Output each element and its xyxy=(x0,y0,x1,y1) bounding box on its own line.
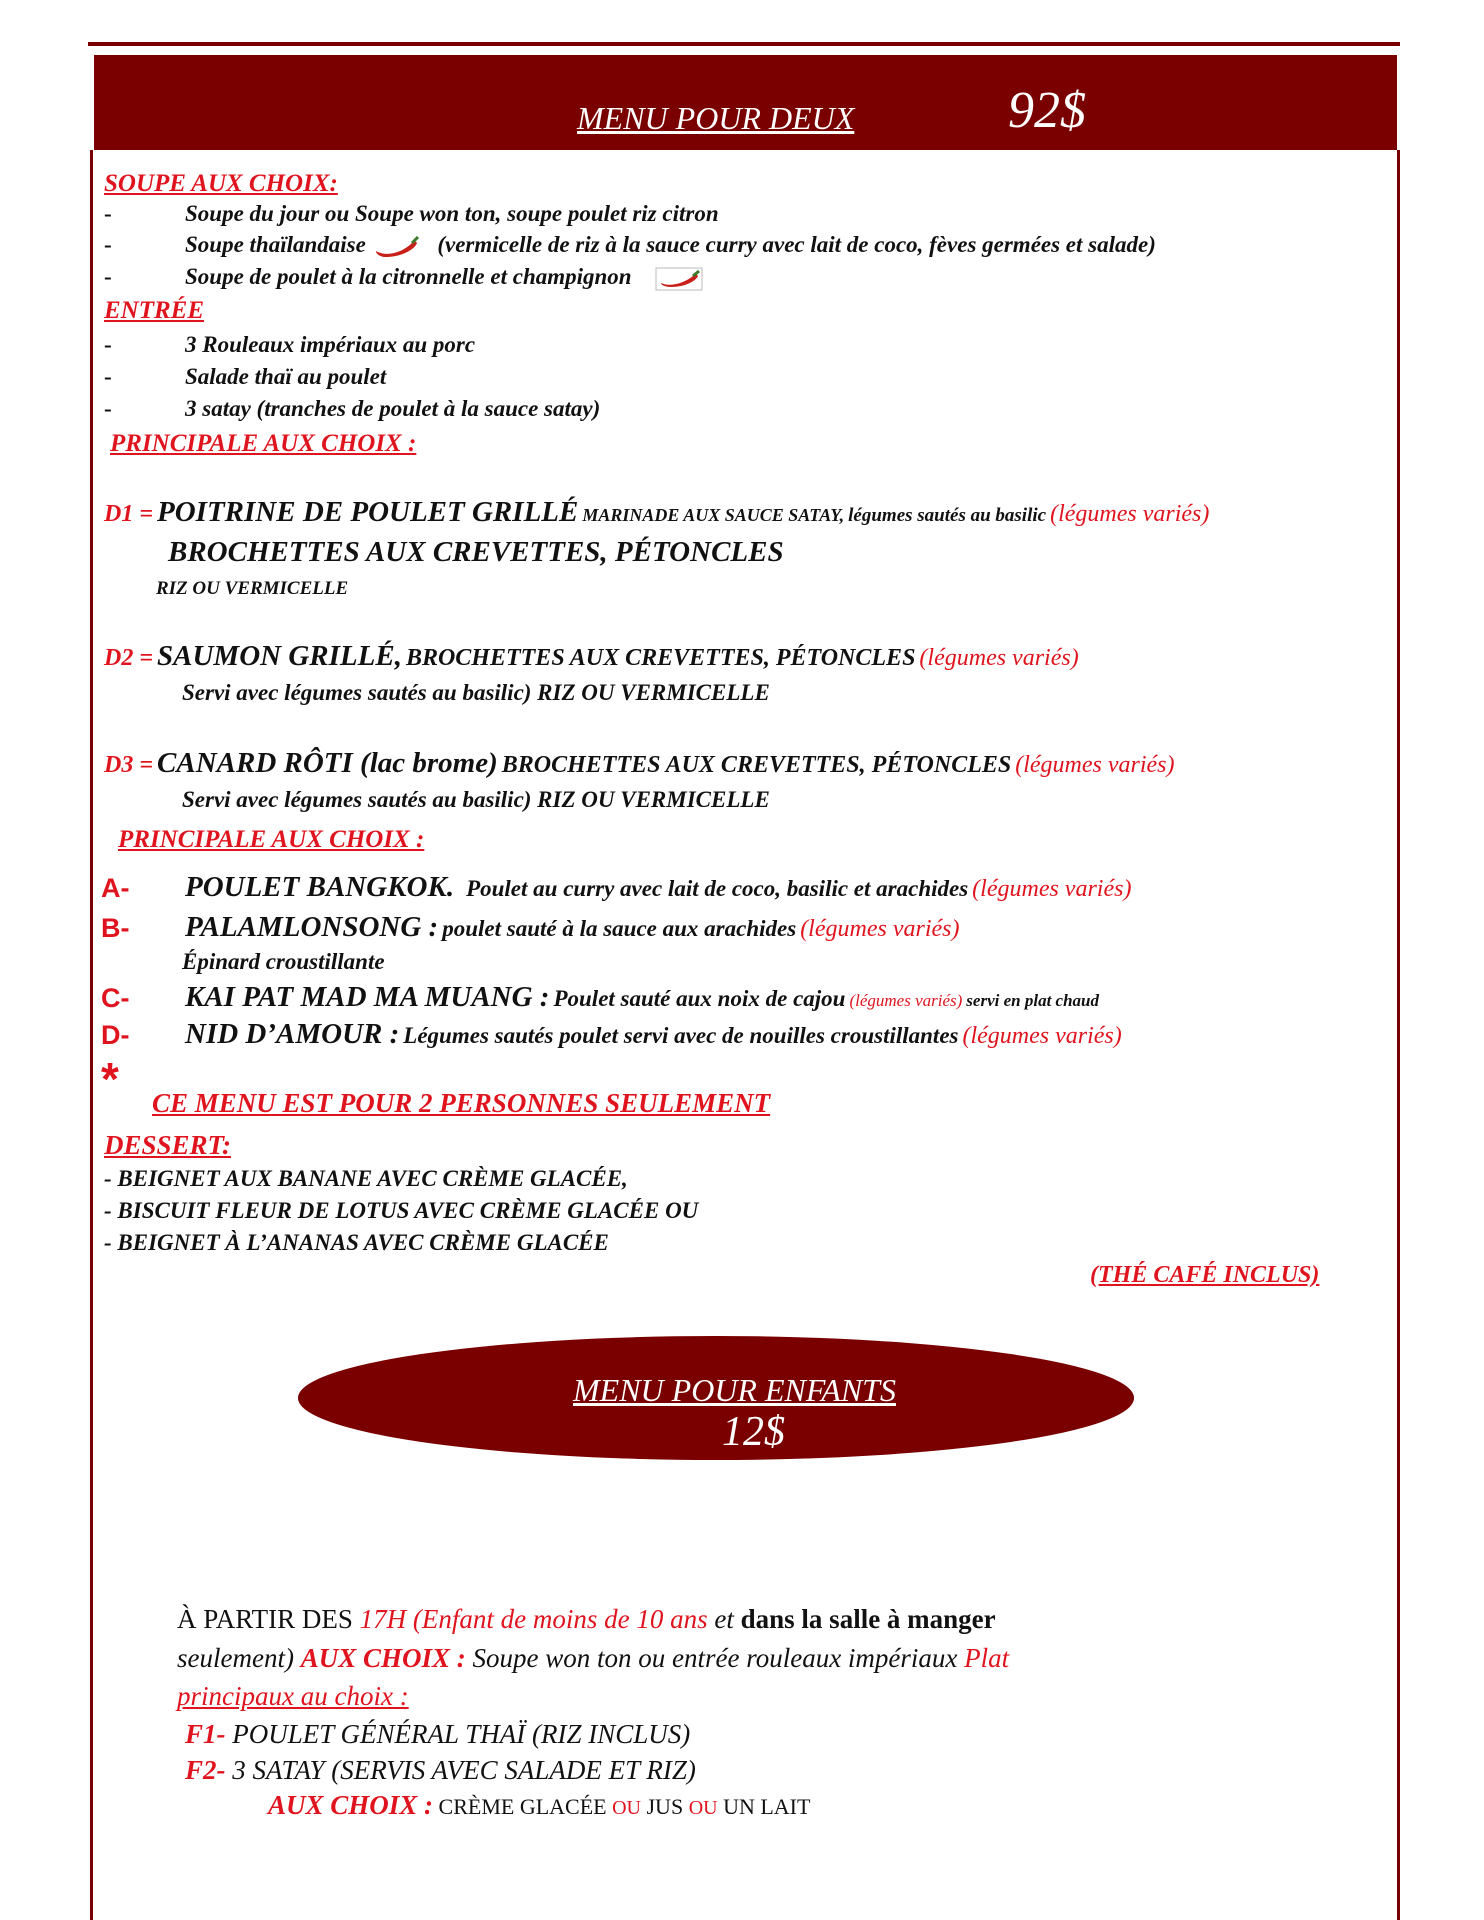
legumes-varies: (légumes variés) xyxy=(962,1023,1122,1049)
kids-ou: OU xyxy=(612,1797,641,1819)
chili-pepper-icon xyxy=(372,235,420,259)
dessert-item-3: - BEIGNET À L’ANANAS AVEC CRÈME GLACÉE xyxy=(104,1230,609,1255)
entree-item-1: 3 Rouleaux impériaux au porc xyxy=(185,332,476,357)
list-dash: - xyxy=(104,232,112,257)
choice-b xyxy=(185,911,959,944)
dish-desc: légumes sautés au basilic xyxy=(848,505,1047,526)
dish-name: CANARD RÔTI (lac brome) xyxy=(157,747,498,779)
kids-aux-choix: AUX CHOIX : xyxy=(268,1790,434,1820)
choice-letter-b: B- xyxy=(101,913,130,943)
legumes-varies: (légumes variés) xyxy=(800,916,960,942)
soupe-item-3-name: Soupe de poulet à la citronnelle et champignon xyxy=(185,264,632,289)
kids-menu-title: MENU POUR ENFANTS xyxy=(573,1372,896,1408)
entree-item-2: Salade thaï au poulet xyxy=(185,364,387,389)
dessert-item-2: - BISCUIT FLEUR DE LOTUS AVEC CRÈME GLACÉE OU xyxy=(104,1198,699,1223)
kids-f1 xyxy=(185,1719,690,1750)
soupe-item-2 xyxy=(185,232,1156,259)
choice-d xyxy=(185,1018,1122,1051)
choice-name: PALAMLONSONG : xyxy=(185,911,439,943)
top-rule xyxy=(88,42,1400,46)
choice-a xyxy=(185,871,1131,904)
menu-price: 92$ xyxy=(1008,82,1086,139)
dish-code: D2 = xyxy=(104,645,154,671)
section-dessert-title: DESSERT: xyxy=(104,1130,232,1160)
the-cafe-inclus: (THÉ CAFÉ INCLUS) xyxy=(1090,1262,1320,1288)
section-principale-title-2: PRINCIPALE AUX CHOIX : xyxy=(118,826,425,853)
kids-ou: OU xyxy=(688,1797,718,1819)
kids-line-1 xyxy=(177,1604,996,1635)
kids-aux-choix: AUX CHOIX : xyxy=(300,1643,466,1673)
choice-desc: Poulet sauté aux noix de cajou xyxy=(553,986,846,1011)
soupe-item-2-name: Soupe thaïlandaise xyxy=(185,232,366,257)
legumes-varies: (légumes variés) xyxy=(919,645,1079,671)
dessert-item-1: - BEIGNET AUX BANANE AVEC CRÈME GLACÉE, xyxy=(104,1166,628,1191)
frame-right-border xyxy=(1397,150,1400,1920)
kids-text: seulement) xyxy=(177,1643,301,1673)
kids-f2 xyxy=(185,1755,696,1786)
chili-pepper-icon xyxy=(655,267,703,291)
kids-code: F1- xyxy=(185,1719,226,1749)
kids-text: et xyxy=(707,1604,741,1634)
dish-d1-line3: RIZ OU VERMICELLE xyxy=(156,578,349,599)
choice-name: POULET BANGKOK. xyxy=(185,871,455,903)
choice-after: servi en plat chaud xyxy=(966,991,1099,1010)
dish-marinade: MARINADE AUX SAUCE SATAY, xyxy=(582,505,845,525)
list-dash: - xyxy=(104,264,112,289)
list-dash: - xyxy=(104,201,112,226)
dish-name: SAUMON GRILLÉ, xyxy=(157,640,402,672)
kids-text: dans la salle à manger xyxy=(740,1604,996,1634)
kids-text: 17H (Enfant de moins de 10 ans xyxy=(359,1604,708,1634)
legumes-varies: (légumes variés) xyxy=(1015,752,1175,778)
list-dash: - xyxy=(104,332,112,357)
dish-name: POITRINE DE POULET GRILLÉ xyxy=(157,496,579,528)
choice-name: NID D’AMOUR : xyxy=(185,1018,400,1050)
choice-letter-d: D- xyxy=(101,1020,130,1050)
section-soupe-title: SOUPE AUX CHOIX: xyxy=(104,170,338,197)
soupe-item-2-detail: (vermicelle de riz à la sauce curry avec lait de coco, fèves germées et salade) xyxy=(437,232,1156,257)
frame-left-border xyxy=(90,150,93,1920)
dish-code: D3 = xyxy=(104,752,154,778)
kids-text: 3 SATAY (SERVIS AVEC SALADE ET RIZ) xyxy=(225,1755,696,1785)
kids-line-3: principaux au choix : xyxy=(177,1681,409,1711)
kids-line-2 xyxy=(177,1643,1009,1674)
list-dash: - xyxy=(104,364,112,389)
notice-text: CE MENU EST POUR 2 PERSONNES SEULEMENT xyxy=(152,1088,771,1118)
kids-text: POULET GÉNÉRAL THAÏ (RIZ INCLUS) xyxy=(225,1719,691,1749)
kids-text: Plat xyxy=(964,1643,1010,1673)
section-entree-title: ENTRÉE xyxy=(104,297,205,324)
menu-title: MENU POUR DEUX xyxy=(577,100,855,136)
kids-text: CRÈME GLACÉE xyxy=(433,1794,613,1819)
dish-d1-line2: BROCHETTES AUX CREVETTES, PÉTONCLES xyxy=(168,536,784,568)
choice-desc: poulet sauté à la sauce aux arachides xyxy=(442,916,797,941)
choice-desc: Poulet au curry avec lait de coco, basilic et arachides xyxy=(466,876,969,901)
entree-item-3: 3 satay (tranches de poulet à la sauce satay) xyxy=(185,396,601,421)
legumes-varies: (légumes variés) xyxy=(1050,501,1210,527)
dish-d3 xyxy=(104,747,1175,780)
section-principale-title: PRINCIPALE AUX CHOIX : xyxy=(110,430,417,457)
asterisk-icon: * xyxy=(101,1053,119,1105)
choice-name: KAI PAT MAD MA MUANG : xyxy=(185,981,550,1013)
soupe-item-1: Soupe du jour ou Soupe won ton, soupe poulet riz citron xyxy=(185,201,719,226)
dish-rest: BROCHETTES AUX CREVETTES, PÉTONCLES xyxy=(501,752,1012,778)
list-dash: - xyxy=(104,396,112,421)
choice-desc: Légumes sautés poulet servi avec de nouilles croustillantes xyxy=(403,1023,959,1048)
dish-d1 xyxy=(104,496,1209,529)
dish-d3-line2: Servi avec légumes sautés au basilic) RIZ OU VERMICELLE xyxy=(182,787,770,812)
choice-letter-c: C- xyxy=(101,983,130,1013)
kids-text: JUS xyxy=(641,1794,689,1819)
dish-rest: BROCHETTES AUX CREVETTES, PÉTONCLES xyxy=(405,645,916,671)
choice-c xyxy=(185,981,1099,1014)
kids-text: UN LAIT xyxy=(717,1794,811,1819)
kids-code: F2- xyxy=(185,1755,226,1785)
dish-d2 xyxy=(104,640,1079,673)
kids-text: Soupe won ton ou entrée rouleaux impériaux xyxy=(465,1643,965,1673)
legumes-varies: (légumes variés) xyxy=(849,991,963,1010)
legumes-varies: (légumes variés) xyxy=(972,876,1132,902)
kids-text: À PARTIR DES xyxy=(177,1604,360,1634)
choice-b-extra: Épinard croustillante xyxy=(182,949,385,974)
kids-menu-price: 12$ xyxy=(722,1409,785,1455)
dish-code: D1 = xyxy=(104,501,154,527)
choice-letter-a: A- xyxy=(101,873,130,903)
dish-d2-line2: Servi avec légumes sautés au basilic) RIZ OU VERMICELLE xyxy=(182,680,770,705)
soupe-item-3 xyxy=(185,264,703,291)
kids-dessert xyxy=(268,1790,810,1821)
